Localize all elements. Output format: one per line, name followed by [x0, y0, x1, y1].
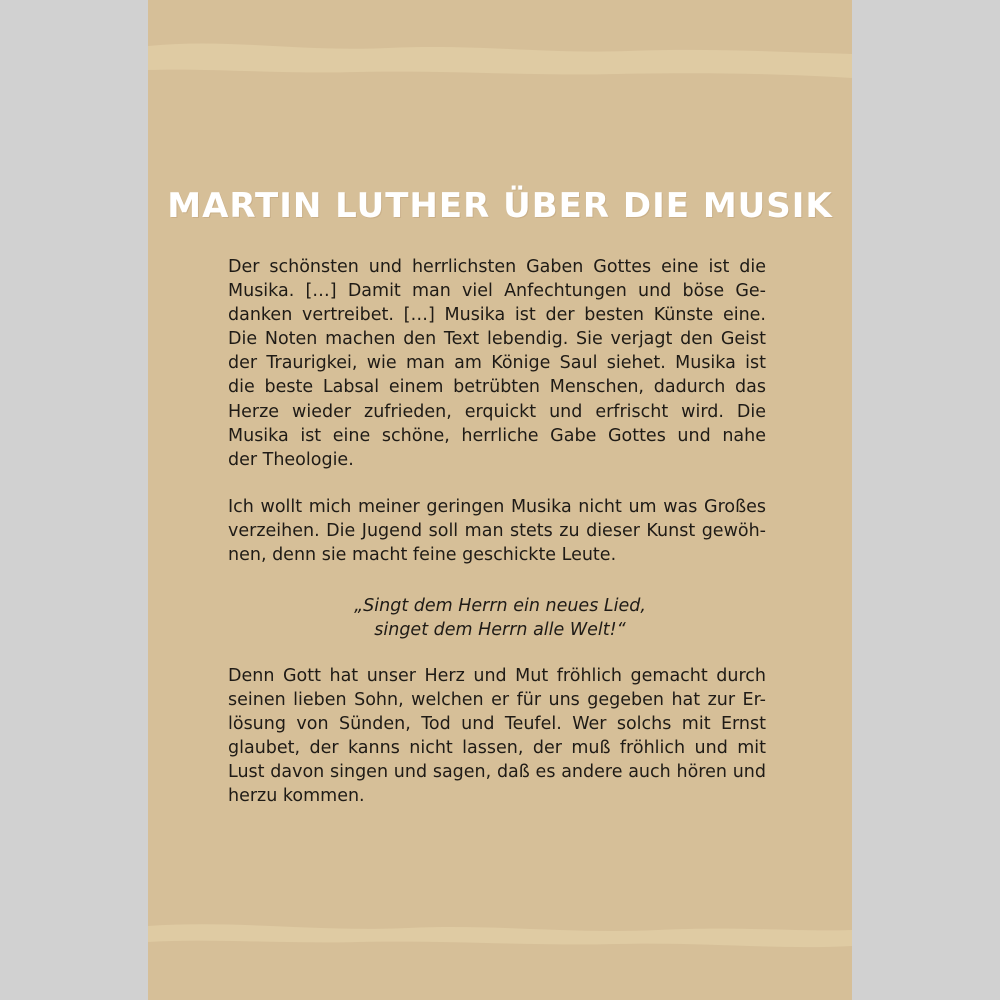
text-line: Musika. […] Damit man viel Anfechtungen und böse Ge-	[228, 281, 766, 302]
text-line: nen, denn sie macht feine geschickte Leute.	[228, 545, 617, 566]
text-line: der Theologie.	[228, 449, 354, 470]
page-title: MARTIN LUTHER ÜBER DIE MUSIK	[167, 186, 833, 226]
quote-line: singet dem Herrn alle Welt!“	[374, 620, 626, 641]
bible-quote	[148, 594, 852, 642]
decorative-wave-bottom	[148, 912, 852, 958]
wave-band-bottom	[148, 924, 852, 947]
text-line: Musika ist eine schöne, herrliche Gabe Gottes und nahe	[228, 425, 766, 446]
text-line: Ich wollt mich meiner geringen Musika nicht um was Großes	[228, 497, 766, 517]
text-line: lösung von Sünden, Tod und Teufel. Wer solchs mit Ernst	[228, 714, 766, 735]
text-line: danken vertreibet. […] Musika ist der besten Künste eine.	[228, 305, 766, 326]
text-line: verzeihen. Die Jugend soll man stets zu dieser Kunst gewöh-	[228, 521, 766, 542]
text-line: Der schönsten und herrlichsten Gaben Gottes eine ist die	[228, 257, 766, 277]
text-line: Lust davon singen und sagen, daß es andere auch hören und	[228, 762, 766, 783]
paragraph-3	[228, 664, 766, 809]
paragraph-1	[228, 255, 766, 472]
quote-line: „Singt dem Herrn ein neues Lied,	[354, 596, 646, 616]
text-line: Herze wieder zufrieden, erquickt und erfrischt wird. Die	[228, 401, 766, 422]
document-page	[148, 0, 852, 1000]
text-line: glaubet, der kanns nicht lassen, der muß fröhlich und mit	[228, 738, 766, 759]
text-line: seinen lieben Sohn, welchen er für uns gegeben hat zur Er-	[228, 690, 766, 711]
text-line: der Traurigkei, wie man am Könige Saul siehet. Musika ist	[228, 353, 766, 374]
text-line: herzu kommen.	[228, 786, 365, 807]
text-line: Die Noten machen den Text lebendig. Sie verjagt den Geist	[228, 329, 766, 350]
decorative-wave-top	[148, 34, 852, 84]
text-line: die beste Labsal einem betrübten Menschen, dadurch das	[228, 377, 766, 398]
wave-band-top	[148, 43, 852, 78]
paragraph-2	[228, 495, 766, 567]
text-line: Denn Gott hat unser Herz und Mut fröhlich gemacht durch	[228, 666, 766, 686]
